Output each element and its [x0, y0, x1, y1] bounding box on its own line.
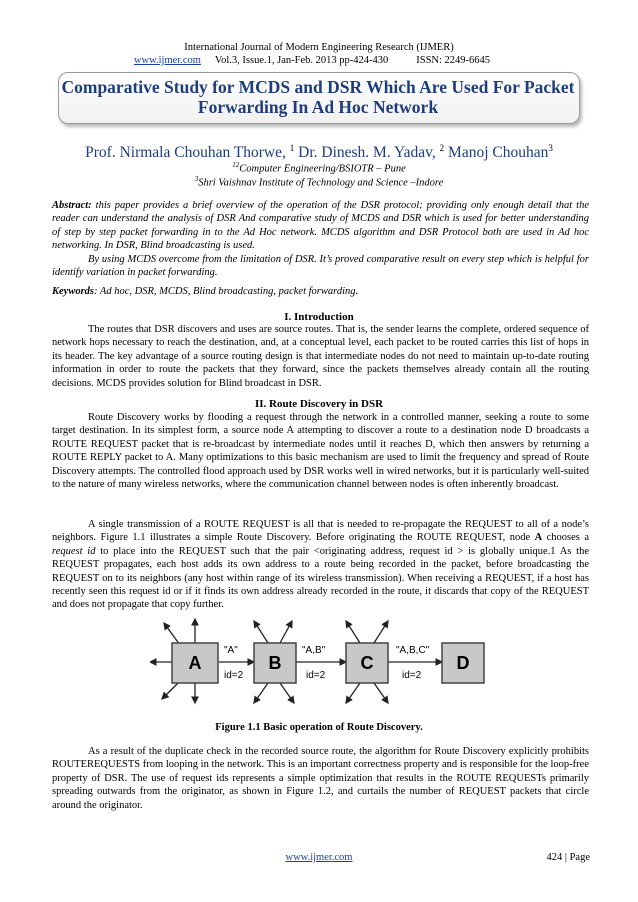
author-1-sup: 1	[289, 143, 295, 153]
author-list	[0, 143, 638, 162]
author-2-sup: 2	[439, 143, 445, 153]
section-2-text-2c: chooses a	[542, 532, 590, 544]
abstract-text-2: By using MCDS overcome from the limitation of DSR. It’s proved comparative result on every step which is helpful for identify variation in packet forwarding.	[52, 253, 589, 279]
affiliation-1-text: Computer Engineering/BSIOTR – Pune	[239, 163, 406, 175]
route-label-1: "A"	[224, 645, 238, 656]
journal-info	[0, 55, 638, 66]
section-2-text-1: Route Discovery works by flooding a request through the network in a controlled manner, seeking a route to some target destination. In its simplest form, a source node A attempting to discover a route to a destination node D broadcasts a ROUTE REQUEST packet that is re-broadcast by intermediate nodes until it reaches D, which then answers by returning a ROUTE REPLY packet to A. Many optimizations to this basic mechanism are used to limit the frequency and spread of Route Discovery attempts. The controlled flood approach used by DSR works well in wired networks, but it is particularly well-suited to the nature of many wireless networks, where the communication channel between nodes is often inherently broadcast.	[52, 412, 589, 491]
section-2-text-2a: A single transmission of a ROUTE REQUEST is all that is needed to re-propagate the REQUEST to all of a node’s neighbors. Figure 1.1 illustrates a simple Route Discovery. Before originating the ROUTE REQUEST, node	[52, 519, 589, 544]
node-b-label: B	[268, 653, 282, 673]
keywords-label: Keywords	[52, 286, 94, 297]
section-2-paragraph-1	[52, 411, 589, 491]
id-label-2: id=2	[306, 670, 326, 681]
section-2-text-2b: A	[534, 532, 543, 544]
affiliation-2-sup: 3	[194, 175, 199, 183]
node-d-label: D	[456, 653, 470, 673]
node-a-label: A	[188, 653, 202, 673]
node-c-label: C	[360, 653, 374, 673]
route-label-3: "A,B,C"	[396, 645, 430, 656]
page-number: 424 | Page	[546, 852, 590, 863]
section-2-paragraph-2	[52, 518, 589, 612]
affiliation-1-sup: 12	[232, 161, 240, 169]
journal-name: International Journal of Modern Engineering Research (IJMER)	[184, 42, 454, 53]
author-1: Prof. Nirmala Chouhan Thorwe,	[85, 144, 286, 162]
section-2-text-2e: to place into the REQUEST such that the pair <originating address, request id > is globally unique.1 As the REQUEST propagates, each host adds its own address to a route being recorded in the packet, before broadcasting the REQUEST on to its neighbors (any host within range of its wireless transmission). When receiving a REQUEST, if a host has recently seen this request id or if it finds its own address already recorded in the route, it discards that copy of the REQUEST and does not propagate that copy further.	[52, 545, 589, 611]
abstract-text-1: this paper provides a brief overview of the operation of the DSR protocol; providing only enough detail that the reader can understand the analysis of DSR And comparative study of MCDS and DSR which is used for better understanding of step by step packet forwarding in to the Ad Hoc network. MCDS algorithm and DSR Protocol both are used in Ad hoc networking. In DSR, Blind broadcasting is used.	[52, 200, 589, 252]
journal-website-link[interactable]: www.ijmer.com	[133, 55, 201, 66]
keywords-text: : Ad hoc, DSR, MCDS, Blind broadcasting, packet forwarding.	[94, 286, 359, 297]
section-2-heading: II. Route Discovery in DSR	[254, 398, 384, 410]
abstract	[52, 199, 589, 279]
section-1-heading: I. Introduction	[284, 311, 354, 323]
footer-url-text[interactable]: www.ijmer.com	[285, 852, 353, 863]
affiliation-1	[0, 161, 638, 175]
section-2-text-2d: request id	[52, 545, 96, 557]
journal-issn: ISSN: 2249-6645	[416, 55, 491, 66]
author-2: Dr. Dinesh. M. Yadav,	[298, 144, 436, 162]
paper-title: Comparative Study for MCDS and DSR Which Are Used For Packet Forwarding In Ad Hoc Network	[61, 77, 575, 117]
route-label-2: "A,B"	[302, 645, 326, 656]
affiliation-2-text: Shri Vaishnav Institute of Technology and Science –Indore	[198, 177, 444, 189]
author-3-sup: 3	[548, 143, 553, 153]
author-3: Manoj Chouhan	[448, 144, 549, 162]
section-2-text-3: As a result of the duplicate check in the recorded source route, the algorithm for Route Discovery explicitly prohibits ROUTEREQUESTS from looping in the network. This is an important correctness property and is responsible for the loop-free property of DSR. The use of request ids represents a simple optimization that results in the ROUTE REQUESTs primarily spreading outwards from the originator, as shown in Figure 1.2, and curtails the number of REQUEST packets that circle around the originator.	[52, 746, 589, 811]
section-2-paragraph-3	[52, 745, 589, 812]
figure-caption: Figure 1.1 Basic operation of Route Discovery.	[215, 722, 423, 733]
id-label-3: id=2	[402, 670, 422, 681]
section-1-text: The routes that DSR discovers and uses are source routes. That is, the sender learns the complete, ordered sequence of network hops necessary to reach the destination, and, at a conceptual level, each packet to be routed carries this list of hops in its header. The key advantage of a source routing design is that intermediate nodes do not need to maintain up-to-date routing information in order to route the packets that they forward, since the packets themselves already contain all the routing decisions. MCDS provides solution for Blind broadcast in DSR.	[52, 324, 589, 389]
section-1-paragraph	[52, 323, 589, 390]
keywords	[52, 285, 589, 298]
id-label-1: id=2	[224, 670, 244, 681]
route-discovery-figure	[150, 605, 490, 705]
journal-volume: Vol.3, Issue.1, Jan-Feb. 2013 pp-424-430	[214, 55, 389, 66]
affiliation-2	[0, 175, 638, 189]
abstract-label: Abstract:	[52, 200, 92, 211]
